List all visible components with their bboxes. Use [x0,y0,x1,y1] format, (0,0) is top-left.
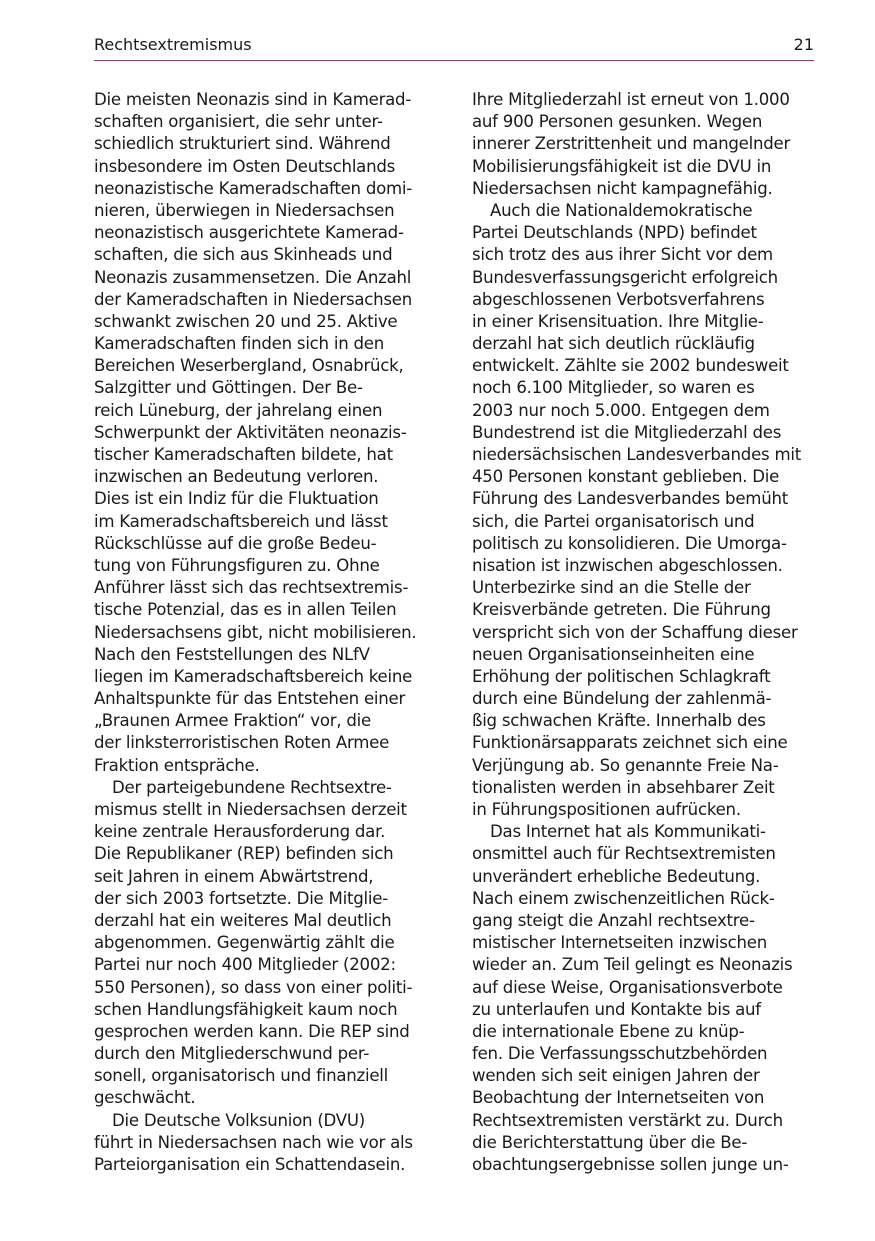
text-line: schaften, die sich aus Skinheads und [94,245,393,265]
text-line: Partei Deutschlands (NPD) befindet [472,223,757,243]
text-line: innerer Zerstrittenheit und mangelnder [472,134,791,154]
text-line: tischer Kameradschaften bildete, hat [94,445,393,464]
text-line: derzahl hat ein weiteres Mal deutlich [94,910,392,930]
text-line: Nach einem zwischenzeitlichen Rück- [472,888,775,908]
text-line: Die Deutsche Volksunion (DVU) [112,1110,365,1130]
text-line: ßig schwachen Kräfte. Innerhalb des [472,711,766,731]
text-line: sich, die Partei organisatorisch und [472,511,755,531]
text-line: keine zentrale Herausforderung dar. [94,822,386,842]
text-line: gang steigt die Anzahl rechtsextre- [472,910,755,930]
text-line: Der parteigebundene Rechtsextre- [112,777,392,797]
text-line: Niedersachsen nicht kampagnefähig. [472,178,773,198]
text-line: Die meisten Neonazis sind in Kamerad- [94,90,412,109]
text-line: tung von Führungsfiguren zu. Ohne [94,555,380,575]
text-line: neonazistische Kameradschaften domi- [94,178,413,198]
text-line: verspricht sich von der Schaffung dieser [472,622,798,642]
text-line: tische Potenzial, das es in allen Teilen [94,600,397,620]
text-line: sonell, organisatorisch und finanziell [94,1066,389,1086]
running-title: Rechtsextremismus [94,35,252,54]
text-line: sich trotz des aus ihrer Sicht vor dem [472,245,773,265]
text-line: die internationale Ebene zu knüp- [472,1021,745,1041]
page-number: 21 [793,35,814,54]
text-line: unverändert erhebliche Bedeutung. [472,866,761,886]
text-line: derzahl hat sich deutlich rückläufig [472,334,755,354]
text-line: Erhöhung der politischen Schlagkraft [472,666,771,686]
text-line: zu unterlaufen und Kontakte bis auf [472,999,761,1019]
text-line: durch eine Bündelung der zahlenmä- [472,689,772,709]
text-line: Anführer lässt sich das rechtsextremis- [94,578,409,598]
text-line: seit Jahren in einem Abwärtstrend, [94,866,374,886]
text-line: gesprochen werden kann. Die REP sind [94,1021,410,1041]
text-line: Beobachtung der Internetseiten von [472,1088,765,1108]
text-line: Mobilisierungsfähigkeit ist die DVU in [472,156,772,176]
text-line: die Berichterstattung über die Be- [472,1132,748,1152]
text-line: Das Internet hat als Kommunikati- [490,822,766,842]
text-line: 550 Personen), so dass von einer politi- [94,977,413,997]
text-line: in einer Krisensituation. Ihre Mitglie- [472,311,764,331]
text-line: insbesondere im Osten Deutschlands [94,156,396,176]
text-line: niedersächsischen Landesverbandes mit [472,445,801,464]
text-line: Anhaltspunkte für das Entstehen einer [94,689,406,709]
text-line: der Kameradschaften in Niedersachsen [94,289,413,309]
text-line: Salzgitter und Göttingen. Der Be- [94,378,363,398]
text-line: schwankt zwischen 20 und 25. Aktive [94,311,398,331]
text-line: Funktionärsapparats zeichnet sich eine [472,733,788,753]
text-line: liegen im Kameradschaftsbereich keine [94,666,413,686]
text-line: mismus stellt in Niedersachsen derzeit [94,800,407,819]
text-line: entwickelt. Zählte sie 2002 bundesweit [472,356,789,376]
text-line: inzwischen an Bedeutung verloren. [94,467,379,487]
text-line: nieren, überwiegen in Niedersachsen [94,200,395,220]
text-line: wenden sich seit einigen Jahren der [472,1066,760,1086]
text-line: Schwerpunkt der Aktivitäten neonazis- [94,422,407,442]
text-line: obachtungsergebnisse sollen junge un- [472,1155,789,1174]
text-line: Rückschlüsse auf die große Bedeu- [94,533,377,553]
text-line: abgenommen. Gegenwärtig zählt die [94,933,395,953]
text-line: Fraktion entspräche. [94,755,260,775]
text-line: Auch die Nationaldemokratische [490,200,753,220]
right-text-column [472,89,817,1176]
text-line: mistischer Internetseiten inzwischen [472,933,768,953]
text-line: der sich 2003 fortsetzte. Die Mitglie- [94,888,388,908]
text-line: Bundestrend ist die Mitgliederzahl des [472,422,782,442]
text-line: Neonazis zusammensetzen. Die Anzahl [94,267,412,287]
text-line: schaften organisiert, die sehr unter- [94,112,383,132]
text-line: Kameradschaften finden sich in den [94,334,385,354]
text-line: Unterbezirke sind an die Stelle der [472,578,751,598]
text-line: schiedlich strukturiert sind. Während [94,134,391,154]
text-line: Führung des Landesverbandes bemüht [472,489,788,509]
text-line: 450 Personen konstant geblieben. Die [472,467,780,487]
text-line: Ihre Mitgliederzahl ist erneut von 1.000 [472,90,790,109]
text-line: abgeschlossenen Verbotsverfahrens [472,289,765,309]
text-line: durch den Mitgliederschwund per- [94,1044,370,1064]
text-line: nisation ist inzwischen abgeschlossen. [472,555,783,575]
text-line: Rechtsextremisten verstärkt zu. Durch [472,1110,783,1130]
text-line: führt in Niedersachsen nach wie vor als [94,1132,413,1152]
text-line: Parteiorganisation ein Schattendasein. [94,1155,406,1174]
text-line: Kreisverbände getreten. Die Führung [472,600,771,620]
text-line: im Kameradschaftsbereich und lässt [94,511,388,531]
text-line: 2003 nur noch 5.000. Entgegen dem [472,400,770,420]
left-text-column [94,89,439,1176]
text-line: tionalisten werden in absehbarer Zeit [472,777,775,797]
text-line: neuen Organisationseinheiten eine [472,644,755,664]
text-line: geschwächt. [94,1088,196,1108]
text-line: „Braunen Armee Fraktion“ vor, die [94,711,371,731]
text-line: Partei nur noch 400 Mitglieder (2002: [94,955,396,975]
text-line: noch 6.100 Mitglieder, so waren es [472,378,755,398]
text-line: Nach den Feststellungen des NLfV [94,644,370,664]
page-header [94,34,814,60]
text-line: auf 900 Personen gesunken. Wegen [472,112,763,132]
header-rule [94,60,814,61]
text-line: der linksterroristischen Roten Armee [94,733,390,753]
text-line: Niedersachsens gibt, nicht mobilisieren. [94,622,417,642]
text-line: onsmittel auch für Rechtsextremisten [472,844,776,864]
text-line: reich Lüneburg, der jahrelang einen [94,400,383,420]
text-line: Bereichen Weserbergland, Osnabrück, [94,356,404,376]
text-line: in Führungspositionen aufrücken. [472,800,741,819]
text-line: schen Handlungsfähigkeit kaum noch [94,999,398,1019]
text-line: fen. Die Verfassungsschutzbehörden [472,1044,768,1064]
text-line: Dies ist ein Indiz für die Fluktuation [94,489,379,509]
text-line: Verjüngung ab. So genannte Freie Na- [472,755,779,775]
text-line: politisch zu konsolidieren. Die Umorga- [472,533,787,553]
text-line: Bundesverfassungsgericht erfolgreich [472,267,778,287]
text-line: auf diese Weise, Organisationsverbote [472,977,783,997]
text-line: Die Republikaner (REP) befinden sich [94,844,394,864]
text-line: neonazistisch ausgerichtete Kamerad- [94,223,404,243]
text-line: wieder an. Zum Teil gelingt es Neonazis [472,955,793,975]
